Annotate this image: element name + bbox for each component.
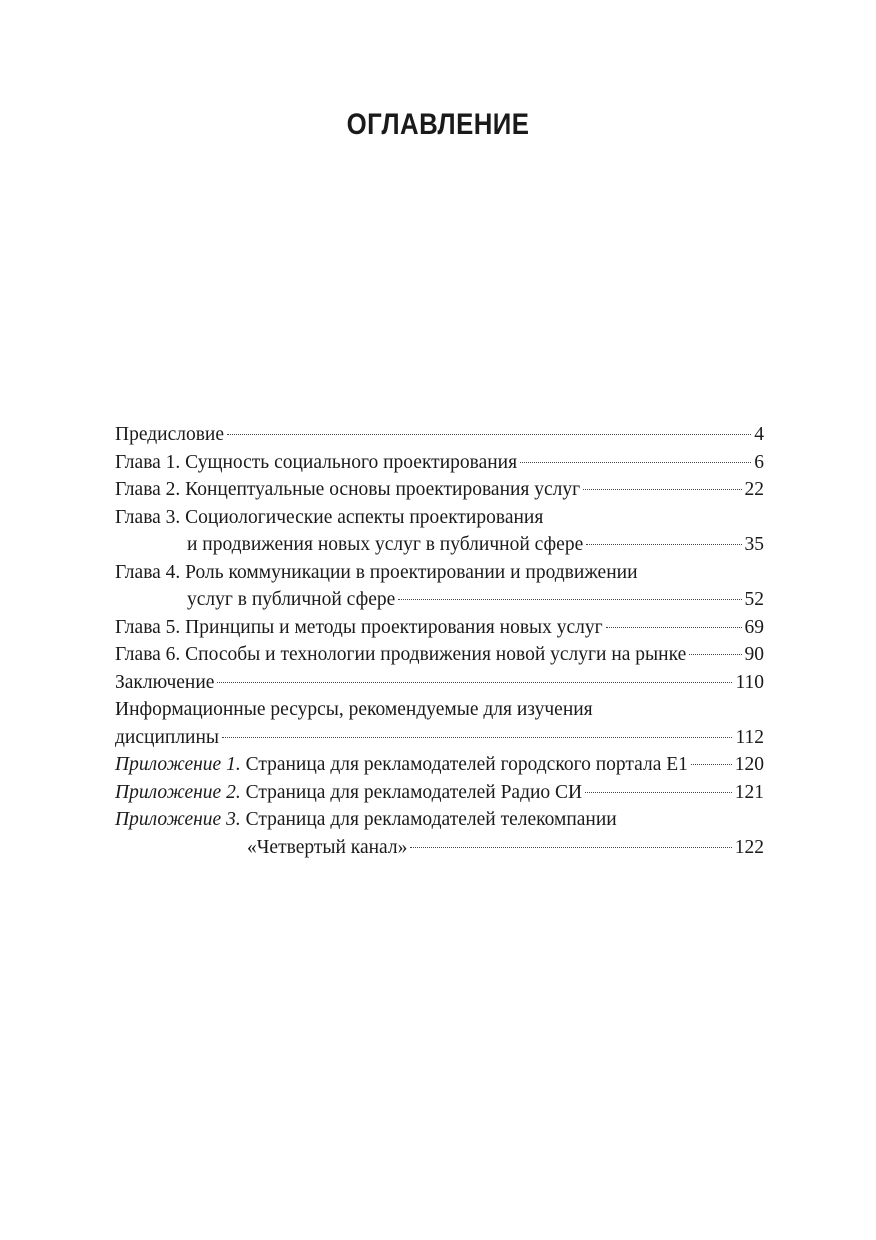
toc-page-number: 112 xyxy=(735,726,764,748)
appendix-label: Приложение 3. xyxy=(115,809,241,830)
toc-entry-chapter-6[interactable] xyxy=(115,641,764,669)
toc-entry-text: Глава 3. Социологические аспекты проектирования xyxy=(115,506,544,528)
toc-page-number: 110 xyxy=(735,671,764,693)
toc-page-number: 22 xyxy=(744,479,764,500)
toc-entry-chapter-2[interactable] xyxy=(115,476,764,504)
appendix-label: Приложение 1. xyxy=(115,754,241,775)
toc-entry-text xyxy=(115,751,688,779)
toc-entry-chapter-5[interactable] xyxy=(115,614,764,642)
page-title: ОГЛАВЛЕНИЕ xyxy=(346,108,530,141)
toc-entry-text: Глава 1. Сущность социального проектирования xyxy=(115,451,518,473)
toc-entry-text: «Четвертый канал» xyxy=(247,836,408,858)
toc-page-number: 122 xyxy=(734,836,764,858)
toc-entry-text: Глава 4. Роль коммуникации в проектировании и продвижении xyxy=(115,561,638,583)
toc-page-number: 121 xyxy=(734,781,764,803)
toc-page-number: 35 xyxy=(744,534,764,555)
appendix-label: Приложение 2. xyxy=(115,781,241,803)
dot-leader xyxy=(410,847,731,848)
toc-page-number: 6 xyxy=(754,451,764,473)
toc-entry-text: Заключение xyxy=(115,671,215,693)
dot-leader xyxy=(222,737,732,738)
toc-entry-text: Предисловие xyxy=(115,424,225,445)
toc-page-number: 120 xyxy=(734,754,764,775)
toc-page-number: 4 xyxy=(754,424,764,445)
dot-leader xyxy=(585,792,732,793)
dot-leader xyxy=(689,654,741,655)
toc-entry-text: и продвижения новых услуг в публичной сфере xyxy=(187,534,584,555)
dot-leader xyxy=(586,544,741,545)
toc-page-number: 52 xyxy=(744,589,764,610)
dot-leader xyxy=(606,627,742,628)
toc-entry-text: Глава 5. Принципы и методы проектирования новых услуг xyxy=(115,616,603,638)
toc-entry-text: Глава 2. Концептуальные основы проектирования услуг xyxy=(115,479,581,500)
dot-leader xyxy=(691,764,732,765)
toc-entry-chapter-4-line-2[interactable] xyxy=(115,586,764,614)
dot-leader xyxy=(227,434,751,435)
toc-page-number: 69 xyxy=(744,616,764,638)
table-of-contents xyxy=(115,421,764,861)
toc-entry-conclusion[interactable] xyxy=(115,669,764,697)
dot-leader xyxy=(217,682,732,683)
toc-entry-chapter-4-line-1[interactable] xyxy=(115,559,764,587)
dot-leader xyxy=(520,462,751,463)
toc-entry-resources-line-2[interactable] xyxy=(115,724,764,752)
toc-entry-text: услуг в публичной сфере xyxy=(187,589,396,610)
toc-entry-text: Глава 6. Способы и технологии продвижения новой услуги на рынке xyxy=(115,644,687,665)
appendix-title: Страница для рекламодателей городского портала E1 xyxy=(245,754,688,775)
toc-entry-appendix-3-line-2[interactable] xyxy=(115,834,764,862)
dot-leader xyxy=(398,599,741,600)
toc-entry-chapter-1[interactable] xyxy=(115,449,764,477)
appendix-title: Страница для рекламодателей Радио СИ xyxy=(245,781,583,803)
toc-entry-text xyxy=(115,806,617,834)
toc-entry-chapter-3-line-1[interactable] xyxy=(115,504,764,532)
toc-entry-text: дисциплины xyxy=(115,726,220,748)
toc-entry-appendix-1[interactable] xyxy=(115,751,764,779)
toc-entry-text xyxy=(115,779,582,807)
toc-entry-appendix-3-line-1[interactable] xyxy=(115,806,764,834)
toc-page-number: 90 xyxy=(744,644,764,665)
toc-entry-appendix-2[interactable] xyxy=(115,779,764,807)
toc-entry-text: Информационные ресурсы, рекомендуемые для изучения xyxy=(115,699,593,720)
toc-entry-chapter-3-line-2[interactable] xyxy=(115,531,764,559)
dot-leader xyxy=(583,489,741,490)
toc-entry-resources-line-1[interactable] xyxy=(115,696,764,724)
toc-entry-preface[interactable] xyxy=(115,421,764,449)
appendix-title: Страница для рекламодателей телекомпании xyxy=(245,809,617,830)
